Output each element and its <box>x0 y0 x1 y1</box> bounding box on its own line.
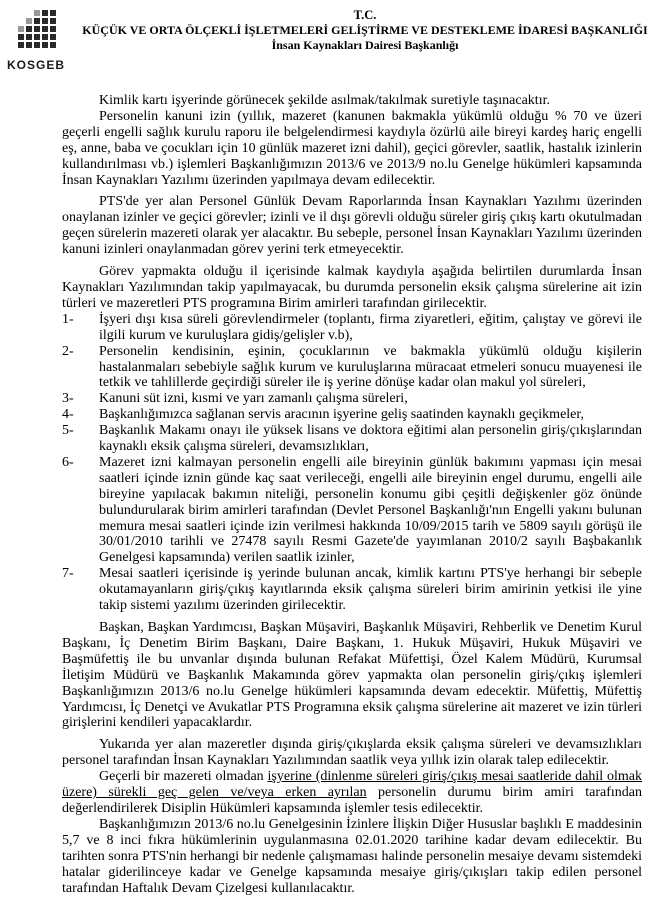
list-item <box>62 344 642 392</box>
paragraph-exceptions-intro: Görev yapmakta olduğu il içerisinde kalmak kaydıyla aşağıda belirtilen durumlarda İnsan Kaynakları Yazılımından takip yapılmayacak, bu durumda personelin eksik çalışma sürelerine ait izin türleri ve mazeretleri PTS programına Birim amirleri tarafından girilecektir. <box>62 264 642 311</box>
logo-wordmark: KOSGEB <box>6 58 65 72</box>
list-item-text: Personelin kendisinin, eşinin, çocuklarının ve bakmakla yükümlü olduğu kişilerin hastalanmaları sebebiyle sağlık kurum ve kuruluşlarına müracaat etmeleri sonucu muayenesi ile tetkik ve tahlillerde geçirdiği süreler ile iş yerine dönüşe kadar olan makul yol süreleri, <box>99 343 642 391</box>
list-item-number: 3- <box>62 391 74 407</box>
list-item-number: 1- <box>62 311 74 327</box>
paragraph-leave: Personelin kanuni izin (yıllık, mazeret (kanunen bakmakla yükümlü olduğu % 70 ve üzeri geçerli engelli sağlık kurulu raporu ile belgelendirmesi kaydıyla özürlü aile bireyi kardeş hariç engelli eş, anne, baba ve çocukları için 10 günlük mazeret izni dahil), geçici görevler, saatlik, hastalık izinlerin kullandırılması vb.) işlemleri Başkanlığımızın 2013/6 ve 2013/9 no.lu Genelge hükümleri kapsamında İnsan Kaynakları Yazılımı üzerinden yapılmaya devam edilecektir. <box>62 108 642 188</box>
late-text-underlined: işyerine (dinlenme süreleri giriş/çıkış mesai saatleride dahil olmak üzere) sürekli geç gelen ve/veya erken ayrılan <box>62 769 643 801</box>
paragraph-pts-reports: PTS'de yer alan Personel Günlük Devam Raporlarında İnsan Kaynakları Yazılımı üzerinden onaylanan izinler ve geçici görevler; izinli ve il dışı görevli olduğu süreler giriş çıkış kartı okutulmadan geçen sürelerin mazereti olarak yer alacaktır. Bu sebeple, personel İnsan Kaynakları Yazılımı üzerinden kanuni izinleri onaylanmadan görev yerini terk etmeyecektir. <box>62 194 642 258</box>
paragraph-transition: Başkanlığımızın 2013/6 no.lu Genelgesinin İzinlere İlişkin Diğer Hususlar başlıklı E maddesinin 5,7 ve 8 inci fıkra hükümlerinin uygulanmasına 02.01.2020 tarihine kadar devam edilecektir. Bu tarihten sonra PTS'nin herhangi bir nedenle çalışmaması halinde personelin mesaiye devamı sistemdeki hatalar giderilinceye kadar ve Genelge kapsamında mesaiye giriş/çıkışları takip edilen personel tarafından Haftalık Devam Çizelgesi kullanılacaktır. <box>62 816 642 896</box>
list-item-text: Mesai saatleri içerisinde iş yerinde bulunan ancak, kimlik kartını PTS'ye herhangi bir sebeple okutamayanların giriş/çıkış kayıtlarında eksik çalışma süreleri birim amirinin yetkisi ile yine takip sistemi yazılımı üzerinden girilecektir. <box>99 566 642 614</box>
header-department: İnsan Kaynakları Dairesi Başkanlığı <box>271 38 459 52</box>
header-organization: KÜÇÜK VE ORTA ÖLÇEKLİ İŞLETMELERİ GELİŞTİRME VE DESTEKLEME İDARESİ BAŞKANLIĞI <box>82 23 648 37</box>
list-item-text: Kanuni süt izni, kısmi ve yarı zamanlı çalışma süreleri, <box>99 391 408 407</box>
list-item <box>62 455 642 566</box>
kosgeb-mark-icon <box>12 8 60 56</box>
header-titles <box>70 8 660 53</box>
paragraph-id-card: Kimlik kartı işyerinde görünecek şekilde asılmak/takılmak suretiyle taşınacaktır. <box>99 93 550 108</box>
list-item <box>62 407 642 423</box>
list-item-text: Başkanlık Makamı onayı ile yüksek lisans ve doktora eğitimi alan personelin giriş/çıkışlarından kaynaklı eksik çalışma süreleri, devamsızlıkları, <box>99 423 642 455</box>
list-item <box>62 312 642 344</box>
kosgeb-logo <box>6 8 66 74</box>
header-tc: T.C. <box>353 8 377 22</box>
paragraph-other-absences: Yukarıda yer alan mazeretler dışında giriş/çıkışlarda eksik çalışma süreleri ve devamsızlıkları personel tarafından İnsan Kaynakları Yazılımından saatlik veya yıllık izin olarak talep edilecektir. <box>62 737 642 769</box>
list-item-number: 2- <box>62 343 74 359</box>
list-item <box>62 423 642 455</box>
list-item <box>62 391 642 407</box>
list-item-number: 5- <box>62 423 74 439</box>
paragraph-late-arrivals <box>62 769 642 817</box>
list-item-number: 7- <box>62 566 74 582</box>
list-item <box>62 566 642 614</box>
list-item-text: Mazeret izni kalmayan personelin engelli aile bireyinin günlük bakımını yapması için mesai saatleri içinde iznin günde kaç saat verileceği, engelli aile bireyinin engel durumu, engelli aile bireyine yapılacak bakımın niteliği, personelin konumu gibi çeşitli değişkenler göz önünde bulundurularak birim amirleri tarafından (Devlet Personel Başkanlığı'nın Engelli yakını bulunan memura mesai saatleri içinde izin verilmesi hakkında 10/09/2015 tarih ve 5809 sayılı görüşü ile 30/01/2010 tarihli ve 27478 sayılı Resmi Gazete'de yayımlanan 2010/2 sayılı Başbakanlık Genelgesi kapsamında) verilen saatlik izinler, <box>99 454 642 566</box>
list-item-text: İşyeri dışı kısa süreli görevlendirmeler (toplantı, firma ziyaretleri, eğitim, çalıştay ve görevi ile ilgili kurum ve kuruluşlara gidiş/gelişler v.b), <box>99 311 642 343</box>
document-header <box>0 0 660 80</box>
paragraph-executives: Başkan, Başkan Yardımcısı, Başkan Müşaviri, Başkanlık Müşaviri, Rehberlik ve Denetim Kurul Başkanı, İç Denetim Birim Başkanı, Daire Başkanı, 1. Hukuk Müşaviri, Hukuk Müşaviri ve Başmüfettiş ile bu unvanlar dışında bulunan Refakat Müfettişi, Özel Kalem Müdürü, Kurumsal İletişim Müdürü ve Başkanlık Makamında görev yapmakta olan personelin giriş/çıkış işlemleri Başkanlığımızın 2013/6 no.lu Genelge hükümleri kapsamında devam edecektir. Müfettiş, Müfettiş Yardımcısı, İç Denetçi ve Avukatlar PTS Programına eksik çalışma sürelerine ait mazeret ve izin türleri girişlerini kendileri yapacaklardır. <box>62 620 642 731</box>
list-item-number: 4- <box>62 407 74 423</box>
late-text-start: Geçerli bir mazereti olmadan <box>99 769 268 785</box>
late-text-end: personelin durumu birim amiri tarafından değerlendirilerek Disiplin Hükümleri kapsamında işlemler tesis edilecektir. <box>62 785 642 816</box>
list-item-text: Başkanlığımızca sağlanan servis aracının işyerine geliş saatinden kaynaklı geçikmeler, <box>99 407 584 423</box>
list-item-number: 6- <box>62 454 74 470</box>
document-body <box>62 93 642 896</box>
